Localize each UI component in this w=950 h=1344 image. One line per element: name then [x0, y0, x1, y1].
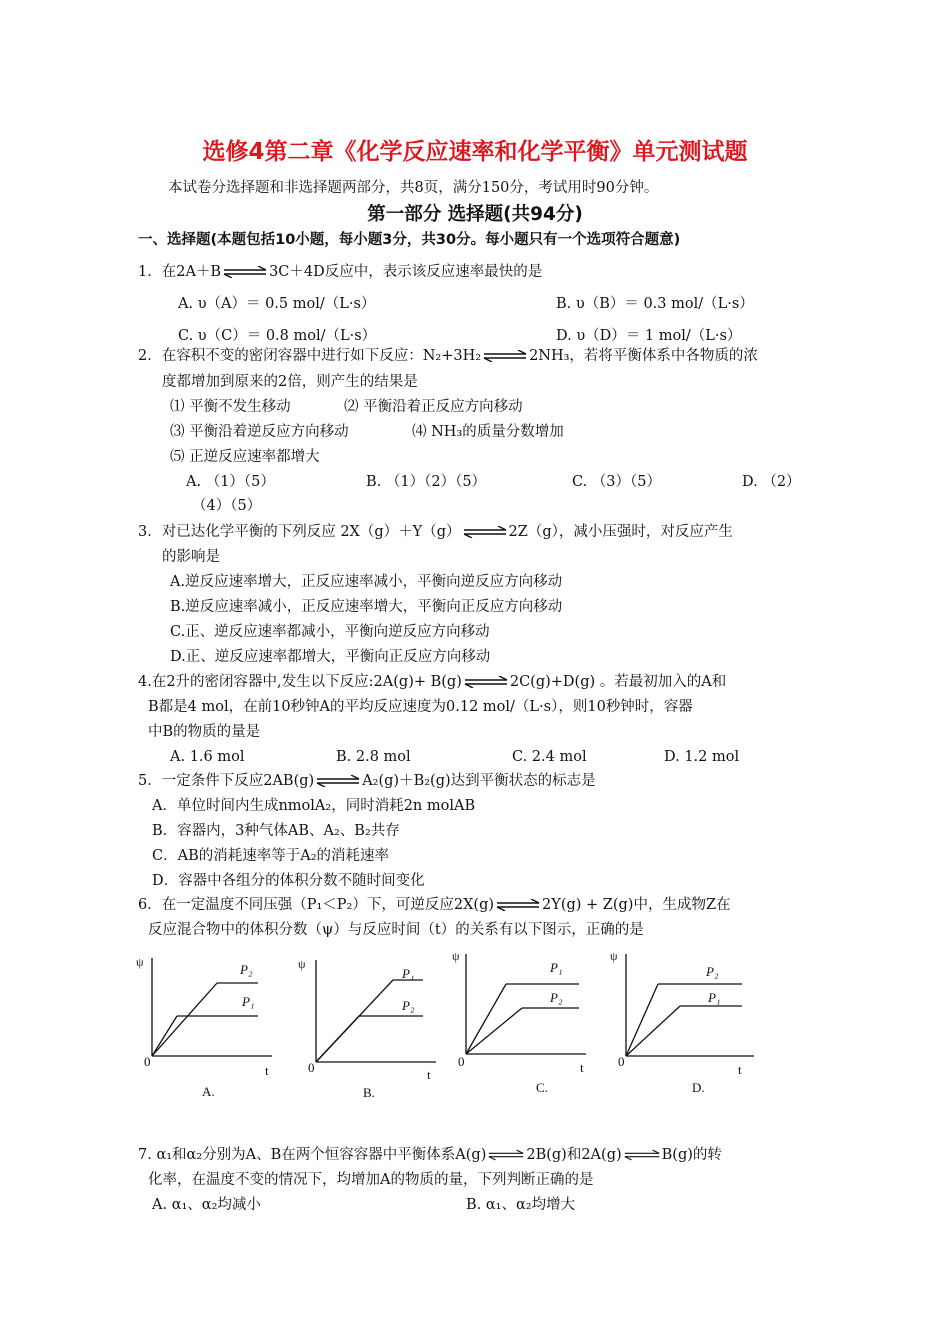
origin-label: 0	[308, 1060, 315, 1075]
q5-option-b: B．容器内，3种气体AB、A₂、B₂共存	[152, 823, 400, 839]
q2-statement-5: ⑸ 正逆反应速率都增大	[170, 449, 320, 465]
y-axis-label: ψ	[610, 950, 618, 963]
q7-stem-line2: 化率，在温度不变的情况下，均增加A的物质的量，下列判断正确的是	[148, 1172, 594, 1188]
q3-option-d: D.正、逆反应速率都增大，平衡向正反应方向移动	[170, 649, 491, 665]
q6-stem-post: 2Y(g) + Z(g)中，生成物Z在	[542, 897, 731, 913]
equilibrium-arrow-icon	[464, 676, 508, 688]
question-2-stem	[138, 346, 758, 366]
q2-option-d-cont: （4）（5）	[192, 498, 262, 514]
origin-label: 0	[618, 1054, 625, 1069]
q5-option-a: A．单位时间内生成nmolA₂，同时消耗2n molAB	[152, 798, 476, 814]
q2-option-b: B. （1）（2）（5）	[366, 474, 487, 490]
q2-statement-4: ⑷ NH₃的质量分数增加	[412, 424, 564, 440]
graph-c	[448, 950, 608, 1100]
page-title: 选修4第二章《化学反应速率和化学平衡》单元测试题	[202, 139, 748, 165]
q5-option-c: C．AB的消耗速率等于A₂的消耗速率	[152, 848, 390, 864]
equilibrium-arrow-icon	[496, 899, 540, 911]
question-6-stem	[138, 895, 731, 915]
origin-label: 0	[458, 1054, 465, 1069]
curve-label-top: P₁	[402, 966, 415, 981]
x-axis-label: t	[738, 1062, 742, 1077]
q5-option-d: D．容器中各组分的体积分数不随时间变化	[152, 873, 425, 889]
curve-label-bottom: P₁	[242, 994, 255, 1009]
q3-option-c: C.正、逆反应速率都减小，平衡向逆反应方向移动	[170, 624, 490, 640]
q4-stem-post: 2C(g)+D(g) 。若最初加入的A和	[509, 674, 727, 690]
graph-label: D.	[692, 1080, 705, 1095]
q5-stem-pre: 5．一定条件下反应2AB(g)	[138, 773, 315, 789]
question-5-stem	[138, 771, 596, 791]
curve-label-bottom: P₂	[402, 998, 415, 1013]
q3-option-b: B.逆反应速率减小，正反应速率增大，平衡向正反应方向移动	[170, 599, 563, 615]
q4-option-c: C. 2.4 mol	[512, 749, 587, 765]
q7-stem-post: B(g)的转	[661, 1147, 722, 1163]
q4-option-a: A. 1.6 mol	[170, 749, 245, 765]
x-axis-label: t	[265, 1063, 269, 1078]
equilibrium-arrow-icon	[483, 350, 527, 362]
q1-option-a: A. υ（A）＝ 0.5 mol/（L·s）	[178, 296, 376, 312]
q1-stem-post: 3C＋4D反应中，表示该反应速率最快的是	[269, 264, 543, 280]
q1-option-c: C. υ（C）＝ 0.8 mol/（L·s）	[178, 328, 377, 344]
graph-d	[604, 950, 774, 1100]
q2-option-a: A. （1）（5）	[186, 474, 275, 490]
curve-label-top: P₂	[706, 964, 719, 979]
graph-label: A.	[202, 1084, 215, 1099]
graph-label: B.	[363, 1085, 375, 1100]
origin-label: 0	[144, 1054, 151, 1069]
q3-stem-line2: 的影响是	[162, 549, 220, 565]
q2-option-c: C. （3）（5）	[572, 474, 661, 490]
q2-option-d: D. （2）	[742, 474, 801, 490]
q6-stem-pre: 6．在一定温度不同压强（P₁＜P₂）下，可逆反应2X(g)	[138, 897, 495, 913]
q2-stem-pre: 2．在容积不变的密闭容器中进行如下反应：N₂+3H₂	[138, 348, 482, 364]
question-1-stem	[138, 262, 542, 282]
q2-stem-line2: 度都增加到原来的2倍，则产生的结果是	[162, 374, 418, 390]
equilibrium-arrow-icon	[463, 526, 507, 538]
question-4-stem	[138, 672, 726, 692]
graph-b	[290, 950, 450, 1100]
q4-stem-line2: B都是4 mol，在前10秒钟A的平均反应速度为0.12 mol/（L·s），则10秒钟时，容器	[148, 699, 693, 715]
curve-label-bottom: P₂	[550, 990, 563, 1005]
q2-statement-3: ⑶ 平衡沿着逆反应方向移动	[170, 424, 349, 440]
question-3-stem	[138, 522, 733, 542]
q2-stem-post: 2NH₃，若将平衡体系中各物质的浓	[529, 348, 758, 364]
question-7-stem	[138, 1145, 722, 1165]
q3-stem-post: 2Z（g），减小压强时，对反应产生	[508, 524, 733, 540]
curve-label-top: P₁	[550, 960, 563, 975]
x-axis-label: t	[580, 1060, 584, 1075]
curve-label-top: P₂	[240, 962, 253, 977]
graph-a	[126, 950, 286, 1100]
exam-info: 本试卷分选择题和非选择题两部分，共8页，满分150分，考试用时90分钟。	[168, 180, 659, 196]
q4-option-d: D. 1.2 mol	[664, 749, 740, 765]
q7-option-b: B. α₁、α₂均增大	[466, 1197, 576, 1213]
equilibrium-arrow-icon	[488, 1149, 524, 1161]
q1-stem-pre: 1．在2A＋B	[138, 264, 222, 280]
q4-option-b: B. 2.8 mol	[336, 749, 411, 765]
q4-stem-line3: 中B的物质的量是	[148, 724, 261, 740]
q2-statement-1: ⑴ 平衡不发生移动	[170, 399, 291, 415]
y-axis-label: ψ	[298, 957, 306, 971]
graph-label: C.	[536, 1080, 548, 1095]
section-heading: 一、选择题(本题包括10小题，每小题3分，共30分。每小题只有一个选项符合题意)	[138, 232, 681, 248]
y-axis-label: ψ	[452, 950, 460, 963]
x-axis-label: t	[427, 1067, 431, 1082]
q7-option-a: A. α₁、α₂均减小	[152, 1197, 261, 1213]
q3-stem-pre: 3．对已达化学平衡的下列反应 2X（g）＋Y（g）	[138, 524, 461, 540]
equilibrium-arrow-icon	[624, 1149, 660, 1161]
y-axis-label: ψ	[136, 955, 144, 969]
q5-stem-post: A₂(g)＋B₂(g)达到平衡状态的标志是	[362, 773, 596, 789]
q1-option-d: D. υ（D）＝ 1 mol/（L·s）	[556, 328, 742, 344]
q2-statement-2: ⑵ 平衡沿着正反应方向移动	[344, 399, 523, 415]
q7-stem-mid: 2B(g)和2A(g)	[526, 1147, 622, 1163]
part-heading: 第一部分 选择题(共94分)	[367, 204, 583, 225]
q6-stem-line2: 反应混合物中的体积分数（ψ）与反应时间（t）的关系有以下图示，正确的是	[148, 922, 644, 938]
q1-option-b: B. υ（B）＝ 0.3 mol/（L·s）	[556, 296, 754, 312]
q4-stem-pre: 4.在2升的密闭容器中,发生以下反应:2A(g)+ B(g)	[138, 674, 462, 690]
q7-stem-pre: 7. α₁和α₂分别为A、B在两个恒容容器中平衡体系A(g)	[138, 1147, 487, 1163]
q3-option-a: A.逆反应速率增大，正反应速率减小，平衡向逆反应方向移动	[170, 574, 563, 590]
equilibrium-arrow-icon	[316, 775, 360, 787]
curve-label-bottom: P₁	[708, 990, 721, 1005]
equilibrium-arrow-icon	[223, 266, 267, 278]
